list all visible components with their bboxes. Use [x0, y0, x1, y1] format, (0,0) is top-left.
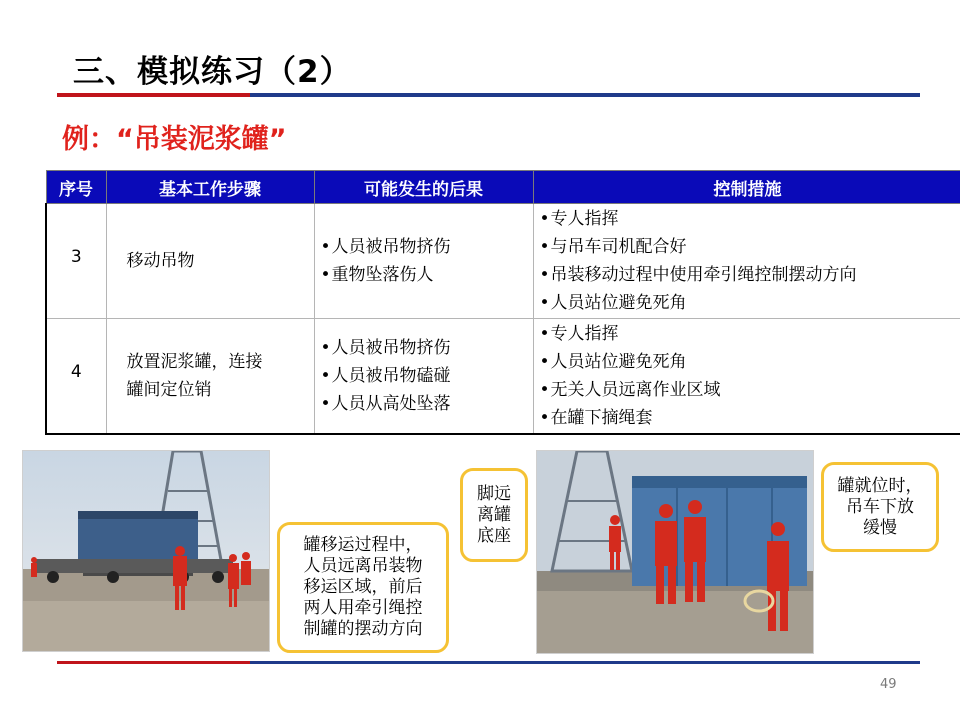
callout-line: 移运区域，前后 — [303, 577, 423, 597]
table-row — [46, 204, 960, 319]
row-seq: 4 — [46, 319, 106, 434]
list-item: • 人员被吊物挤伤 — [321, 334, 533, 362]
foot-callout — [460, 468, 528, 562]
lifting-photo — [22, 450, 270, 652]
callout-line: 底座 — [477, 525, 511, 546]
row-step — [106, 204, 314, 319]
placement-scene-illustration — [537, 451, 814, 654]
title-underline — [57, 93, 920, 97]
callout-line: 吊车下放 — [846, 496, 914, 517]
row-seq: 3 — [46, 204, 106, 319]
callout-line: 制罐的摆动方向 — [303, 619, 423, 639]
callout-line: 人员远离吊装物 — [303, 556, 423, 576]
row-step — [106, 319, 314, 434]
list-item: • 重物坠落伤人 — [321, 261, 533, 289]
list-item: • 人员站位避免死角 — [540, 289, 960, 317]
list-item: • 人员被吊物磕碰 — [321, 362, 533, 390]
header-control: 控制措施 — [533, 171, 960, 204]
list-item: • 专人指挥 — [540, 205, 960, 233]
lifting-callout — [277, 522, 449, 653]
example-subtitle: 例：“吊装泥浆罐” — [62, 124, 287, 155]
header-step: 基本工作步骤 — [106, 171, 314, 204]
table-row — [46, 319, 960, 434]
lifting-scene-illustration — [23, 451, 270, 652]
list-item: • 人员从高处坠落 — [321, 390, 533, 418]
list-item: • 无关人员远离作业区域 — [540, 376, 960, 404]
step-line: 移动吊物 — [126, 251, 195, 271]
callout-line: 罐就位时， — [837, 475, 923, 496]
callout-line: 罐移运过程中， — [303, 535, 423, 555]
hazard-table — [45, 170, 960, 435]
header-seq: 序号 — [46, 171, 106, 204]
callout-line: 脚远 — [477, 483, 511, 504]
row-controls — [533, 319, 960, 434]
title-underline-accent — [57, 93, 250, 97]
step-line: 放置泥浆罐，连接 — [126, 351, 263, 372]
list-item: • 人员被吊物挤伤 — [321, 233, 533, 261]
footer-rule — [57, 661, 920, 664]
row-controls — [533, 204, 960, 319]
list-item: • 人员站位避免死角 — [540, 348, 960, 376]
header-consequence: 可能发生的后果 — [314, 171, 533, 204]
list-item: • 吊装移动过程中使用牵引绳控制摆动方向 — [540, 261, 960, 289]
table-header-row — [46, 171, 960, 204]
position-callout — [821, 462, 939, 552]
row-consequences — [314, 204, 533, 319]
callout-line: 两人用牵引绳控 — [303, 598, 423, 618]
page-number: 49 — [880, 677, 897, 692]
slide-title: 三、模拟练习（2） — [73, 54, 352, 90]
list-item: • 与吊车司机配合好 — [540, 233, 960, 261]
step-line: 罐间定位销 — [126, 379, 212, 400]
callout-line: 离罐 — [477, 504, 511, 525]
list-item: • 在罐下摘绳套 — [540, 404, 960, 432]
list-item: • 专人指挥 — [540, 320, 960, 348]
footer-rule-accent — [57, 661, 250, 664]
row-consequences — [314, 319, 533, 434]
callout-line: 缓慢 — [863, 517, 897, 538]
placement-photo — [536, 450, 814, 654]
